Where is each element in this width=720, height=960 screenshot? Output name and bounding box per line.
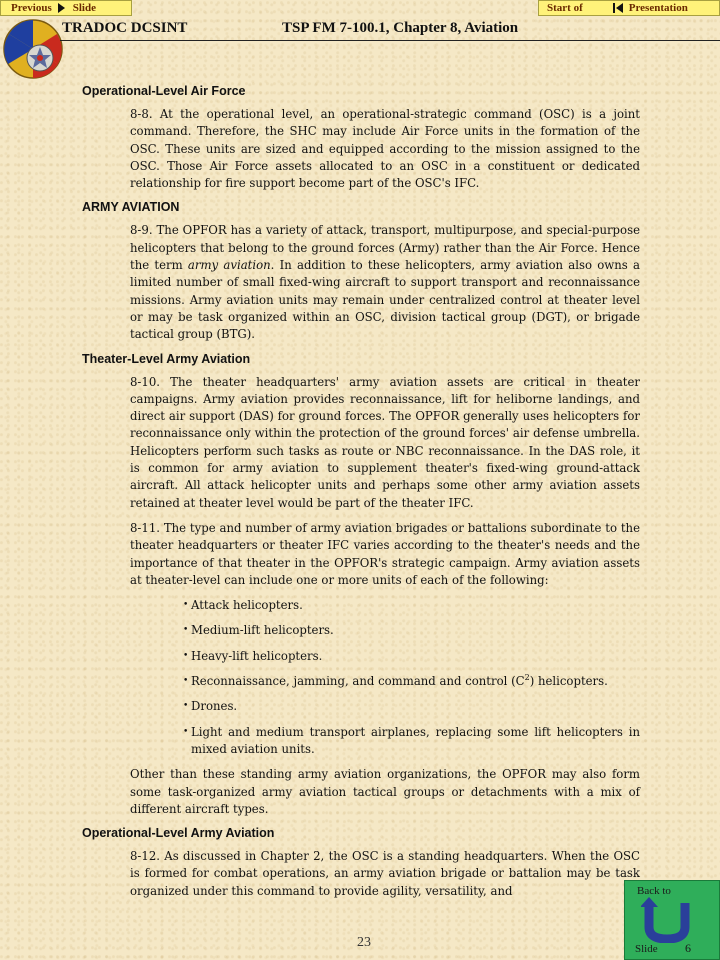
previous-slide-button[interactable]: [0, 0, 132, 16]
document-body: [82, 84, 640, 908]
previous-label: Previous: [11, 2, 52, 14]
document-title-header: TSP FM 7-100.1, Chapter 8, Aviation: [282, 20, 519, 36]
start-of-label: Start of: [547, 2, 583, 14]
section-heading-operational-army-aviation: Operational-Level Army Aviation: [82, 826, 275, 841]
start-of-presentation-button[interactable]: [538, 0, 720, 16]
paragraph-8-9-text-b: . In addition to these helicopters, army aviation also owns a limited number of small fixed-wing aircraft to support transport and reconnaissance missions. Army aviation units may remain under centralized control at theater level or may be task organized within an OSC, division tactical group (DGT), or brigade tactical group (BTG).: [130, 258, 641, 342]
page-number: 23: [357, 935, 371, 950]
slide-label: Slide: [72, 2, 96, 14]
section-heading-operational-air-force: Operational-Level Air Force: [82, 84, 246, 98]
paragraph-8-9: [130, 222, 640, 343]
superscript: 2: [524, 673, 530, 683]
list-item: • Attack helicopters.: [185, 597, 640, 614]
list-item: • Drones.: [185, 698, 640, 715]
header-divider: [60, 40, 720, 41]
organization-header: TRADOC DCSINT: [62, 20, 188, 36]
list-item-text-b: ) helicopters.: [529, 674, 608, 689]
back-to-slide-button[interactable]: [624, 880, 720, 960]
play-triangle-icon: [58, 3, 65, 13]
section-heading-army-aviation: ARMY AVIATION: [82, 200, 180, 215]
u-turn-arrow-icon: [641, 897, 693, 943]
list-item-text-a: Reconnaissance, jamming, and command and control (C: [191, 674, 525, 689]
list-item: • Light and medium transport airplanes, replacing some lift helicopters in mixed aviation units.: [185, 724, 640, 759]
paragraph-8-8: 8-8. At the operational level, an operational-strategic command (OSC) is a joint command. Therefore, the SHC may include Air Force units in the formation of the OSC. These units are sized and equipped according to the mission assigned to the OSC. Those Air Force assets allocated to an OSC in a constituent or dedicated relationship for fire support become part of the OSC's IFC.: [130, 107, 640, 191]
paragraph-other-organizations: Other than these standing army aviation organizations, the OPFOR may also form some task-organized army aviation tactical groups or detachments with a mix of different aircraft types.: [130, 767, 640, 816]
army-aviation-term: army aviation: [187, 258, 271, 273]
skip-to-start-icon: [613, 3, 623, 13]
presentation-label: Presentation: [628, 2, 688, 14]
paragraph-8-11: 8-11. The type and number of army aviation brigades or battalions subordinate to the theater headquarters or theater IFC varies according to the theater's needs and the importance of that theater in the OPFOR's strategic campaign. Army aviation assets at theater-level can include one or more units of each of the following:: [130, 520, 640, 587]
aviation-units-list: [185, 597, 640, 758]
back-to-label: Back to: [637, 885, 671, 897]
list-item: [185, 673, 640, 690]
slide-label: Slide: [635, 943, 658, 955]
paragraph-8-10: 8-10. The theater headquarters' army aviation assets are critical in theater campaigns. Army aviation provides reconnaissance, lift for heliborne landings, and direct air support (DAS) for ground forces. The OPFOR generally uses helicopters for reconnaissance only within the protection of the ground forces' air defense umbrella. Helicopters perform such tasks as route or NBC reconnaissance. In the DAS role, it is common for army aviation to supplement theater's fixed-wing ground-attack aircraft. All attack helicopter units and perhaps some other army aviation assets retained at theater level would be part of the theater IFC.: [130, 374, 640, 510]
list-item: • Heavy-lift helicopters.: [185, 648, 640, 665]
paragraph-8-12: 8-12. As discussed in Chapter 2, the OSC is a standing headquarters. When the OSC is formed for combat operations, an army aviation brigade or battalion may be task organized under this command to provide agility, versatility, and: [130, 849, 640, 898]
slide-number: 6: [685, 941, 691, 955]
paragraph-8-9-text-a: 8-9. The OPFOR has a variety of attack, transport, multipurpose, and special-purpose helicopters that belong to the ground forces (Army) rather than the Air Force. Hence the term: [130, 223, 640, 273]
list-item: • Medium-lift helicopters.: [185, 622, 640, 639]
tradoc-crest-logo: [2, 18, 64, 80]
section-heading-theater-army-aviation: Theater-Level Army Aviation: [82, 351, 251, 366]
